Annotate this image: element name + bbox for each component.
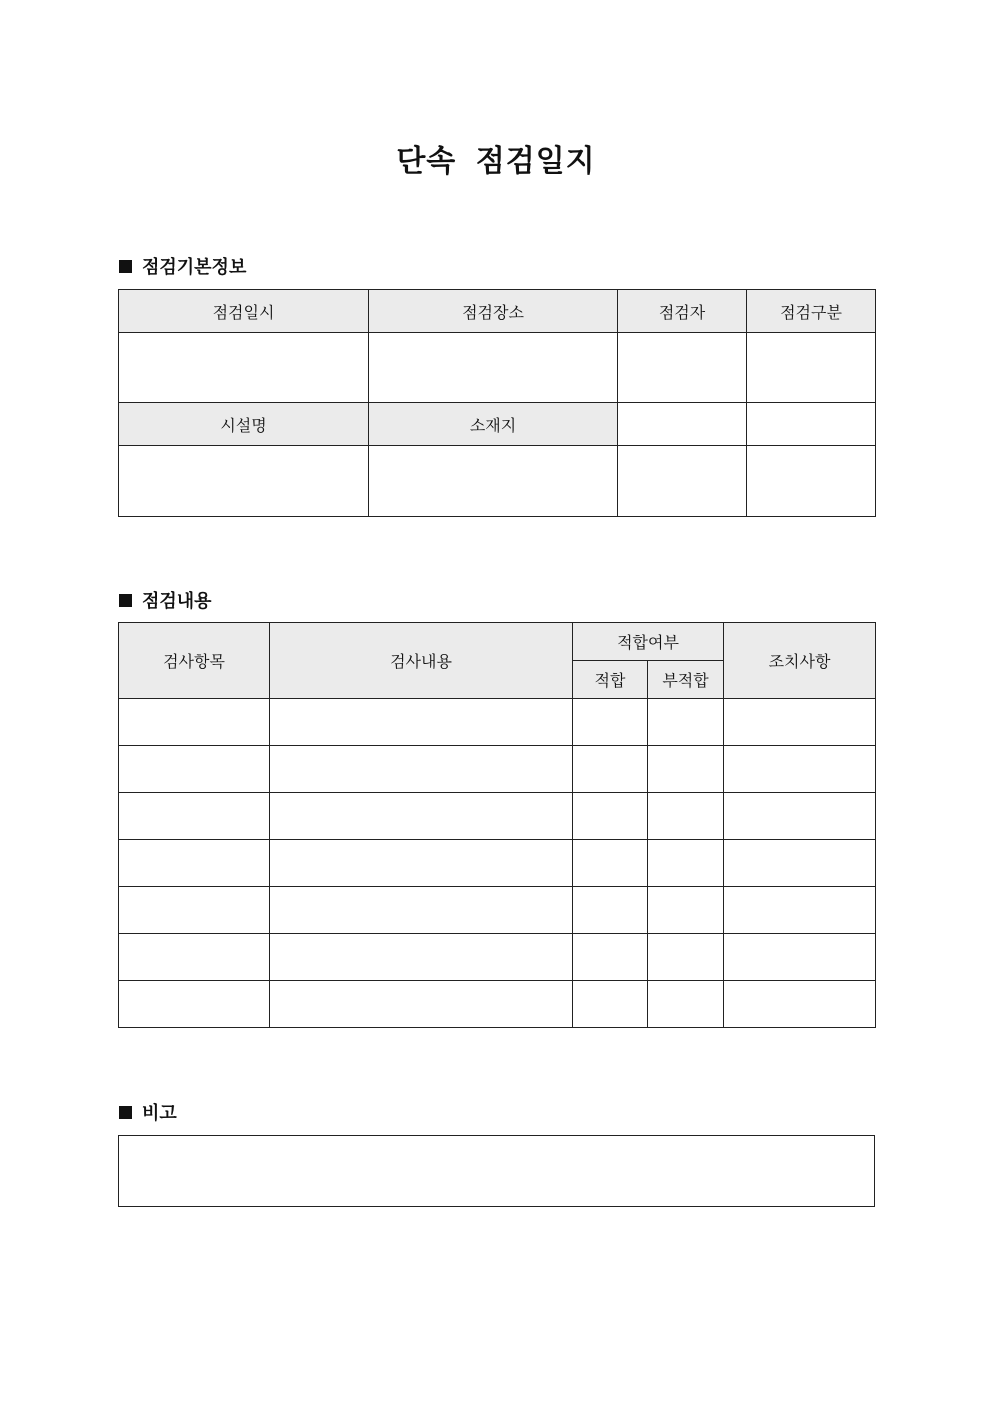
action-cell[interactable] [724, 699, 876, 746]
section-heading-label: 점검기본정보 [142, 257, 247, 278]
inspector-cell[interactable] [618, 333, 747, 403]
table-header-row [119, 290, 876, 333]
action-cell[interactable] [724, 840, 876, 887]
nonconform-cell[interactable] [648, 887, 724, 934]
check-item-cell[interactable] [119, 699, 270, 746]
check-item-cell[interactable] [119, 981, 270, 1028]
conform-cell[interactable] [573, 840, 648, 887]
black-square-icon [119, 260, 132, 273]
check-content-cell[interactable] [270, 746, 573, 793]
action-cell[interactable] [724, 793, 876, 840]
action-cell[interactable] [724, 746, 876, 793]
section-heading-label: 점검내용 [142, 591, 212, 612]
empty-cell[interactable] [747, 446, 876, 517]
table-row [119, 699, 876, 746]
header-conform: 적합 [573, 661, 648, 699]
table-row [119, 333, 876, 403]
section-heading-remarks [119, 1099, 177, 1125]
action-cell[interactable] [724, 934, 876, 981]
table-row [119, 934, 876, 981]
conform-cell[interactable] [573, 699, 648, 746]
action-cell[interactable] [724, 981, 876, 1028]
table-row [119, 981, 876, 1028]
action-cell[interactable] [724, 887, 876, 934]
header-check-item: 검사항목 [119, 623, 270, 699]
nonconform-cell[interactable] [648, 840, 724, 887]
header-conformity: 적합여부 [573, 623, 724, 661]
check-item-cell[interactable] [119, 840, 270, 887]
nonconform-cell[interactable] [648, 699, 724, 746]
table-row [119, 746, 876, 793]
nonconform-cell[interactable] [648, 793, 724, 840]
black-square-icon [119, 594, 132, 607]
check-item-cell[interactable] [119, 746, 270, 793]
section-heading-label: 비고 [142, 1103, 177, 1124]
header-nonconform: 부적합 [648, 661, 724, 699]
conform-cell[interactable] [573, 934, 648, 981]
check-content-cell[interactable] [270, 699, 573, 746]
empty-cell[interactable] [618, 446, 747, 517]
inspection-rows [119, 699, 876, 1028]
header-action: 조치사항 [724, 623, 876, 699]
inspection-place-cell[interactable] [369, 333, 618, 403]
check-content-cell[interactable] [270, 887, 573, 934]
inspection-table [118, 622, 876, 1028]
nonconform-cell[interactable] [648, 746, 724, 793]
section-heading-inspection [119, 587, 212, 613]
location-cell[interactable] [369, 446, 618, 517]
header-location: 소재지 [369, 403, 618, 446]
check-content-cell[interactable] [270, 981, 573, 1028]
check-item-cell[interactable] [119, 793, 270, 840]
header-inspection-datetime: 점검일시 [119, 290, 369, 333]
nonconform-cell[interactable] [648, 981, 724, 1028]
document-title: 단속 점검일지 [396, 144, 596, 179]
facility-name-cell[interactable] [119, 446, 369, 517]
header-inspection-type: 점검구분 [747, 290, 876, 333]
section-heading-basic-info [119, 253, 246, 279]
header-facility-name: 시설명 [119, 403, 369, 446]
check-content-cell[interactable] [270, 793, 573, 840]
table-row [119, 793, 876, 840]
conform-cell[interactable] [573, 887, 648, 934]
inspection-datetime-cell[interactable] [119, 333, 369, 403]
check-item-cell[interactable] [119, 934, 270, 981]
inspection-type-cell[interactable] [747, 333, 876, 403]
nonconform-cell[interactable] [648, 934, 724, 981]
black-square-icon [119, 1106, 132, 1119]
empty-cell [618, 403, 747, 446]
conform-cell[interactable] [573, 793, 648, 840]
check-item-cell[interactable] [119, 887, 270, 934]
empty-cell [747, 403, 876, 446]
table-header-row [119, 403, 876, 446]
header-inspector: 점검자 [618, 290, 747, 333]
table-header-row [119, 623, 876, 661]
check-content-cell[interactable] [270, 934, 573, 981]
check-content-cell[interactable] [270, 840, 573, 887]
table-row [119, 446, 876, 517]
basic-info-table [118, 289, 876, 517]
table-row [119, 840, 876, 887]
conform-cell[interactable] [573, 981, 648, 1028]
conform-cell[interactable] [573, 746, 648, 793]
header-inspection-place: 점검장소 [369, 290, 618, 333]
table-row [119, 887, 876, 934]
remarks-box[interactable] [118, 1135, 875, 1207]
header-check-content: 검사내용 [270, 623, 573, 699]
